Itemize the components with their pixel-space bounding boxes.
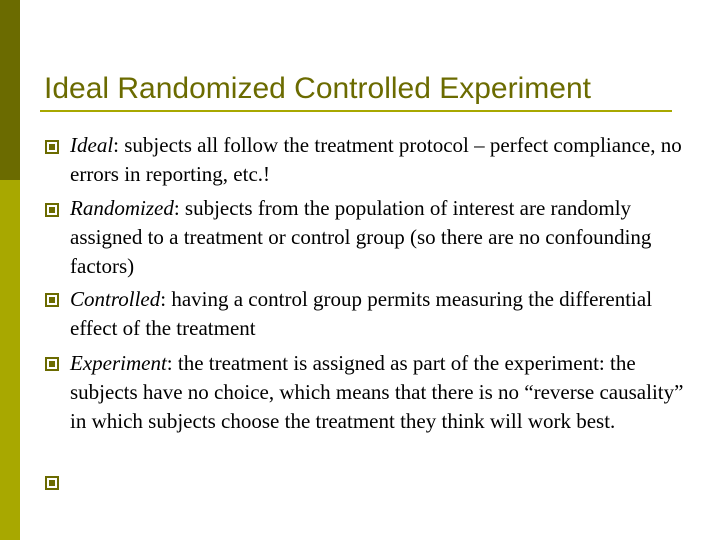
slide-title: Ideal Randomized Controlled Experiment xyxy=(44,72,591,105)
item-text: : having a control group permits measuring the differential effect of the treatment xyxy=(70,287,653,340)
item-text: : subjects all follow the treatment protocol – perfect compliance, no errors in reporting, etc.! xyxy=(70,133,682,186)
square-bullet-icon xyxy=(45,140,59,154)
title-underline xyxy=(40,110,672,112)
square-bullet-icon xyxy=(45,203,59,217)
square-bullet-icon xyxy=(45,476,59,490)
list-item xyxy=(70,285,690,343)
list-item xyxy=(70,131,690,189)
left-accent-bar-top xyxy=(0,0,20,180)
list-item xyxy=(70,349,690,436)
square-bullet-icon xyxy=(45,293,59,307)
item-text: : subjects from the population of interest are randomly assigned to a treatment or control group (so there are no confounding factors) xyxy=(70,196,652,278)
list-item xyxy=(70,194,690,281)
item-text: : the treatment is assigned as part of the experiment: the subjects have no choice, which means that there is no “reverse causality” in which subjects choose the treatment they think will work best. xyxy=(70,351,684,433)
item-term: Controlled xyxy=(70,287,161,311)
item-term: Experiment xyxy=(70,351,167,375)
square-bullet-icon xyxy=(45,357,59,371)
left-accent-bar-bottom xyxy=(0,180,20,540)
item-term: Ideal xyxy=(70,133,114,157)
item-term: Randomized xyxy=(70,196,174,220)
